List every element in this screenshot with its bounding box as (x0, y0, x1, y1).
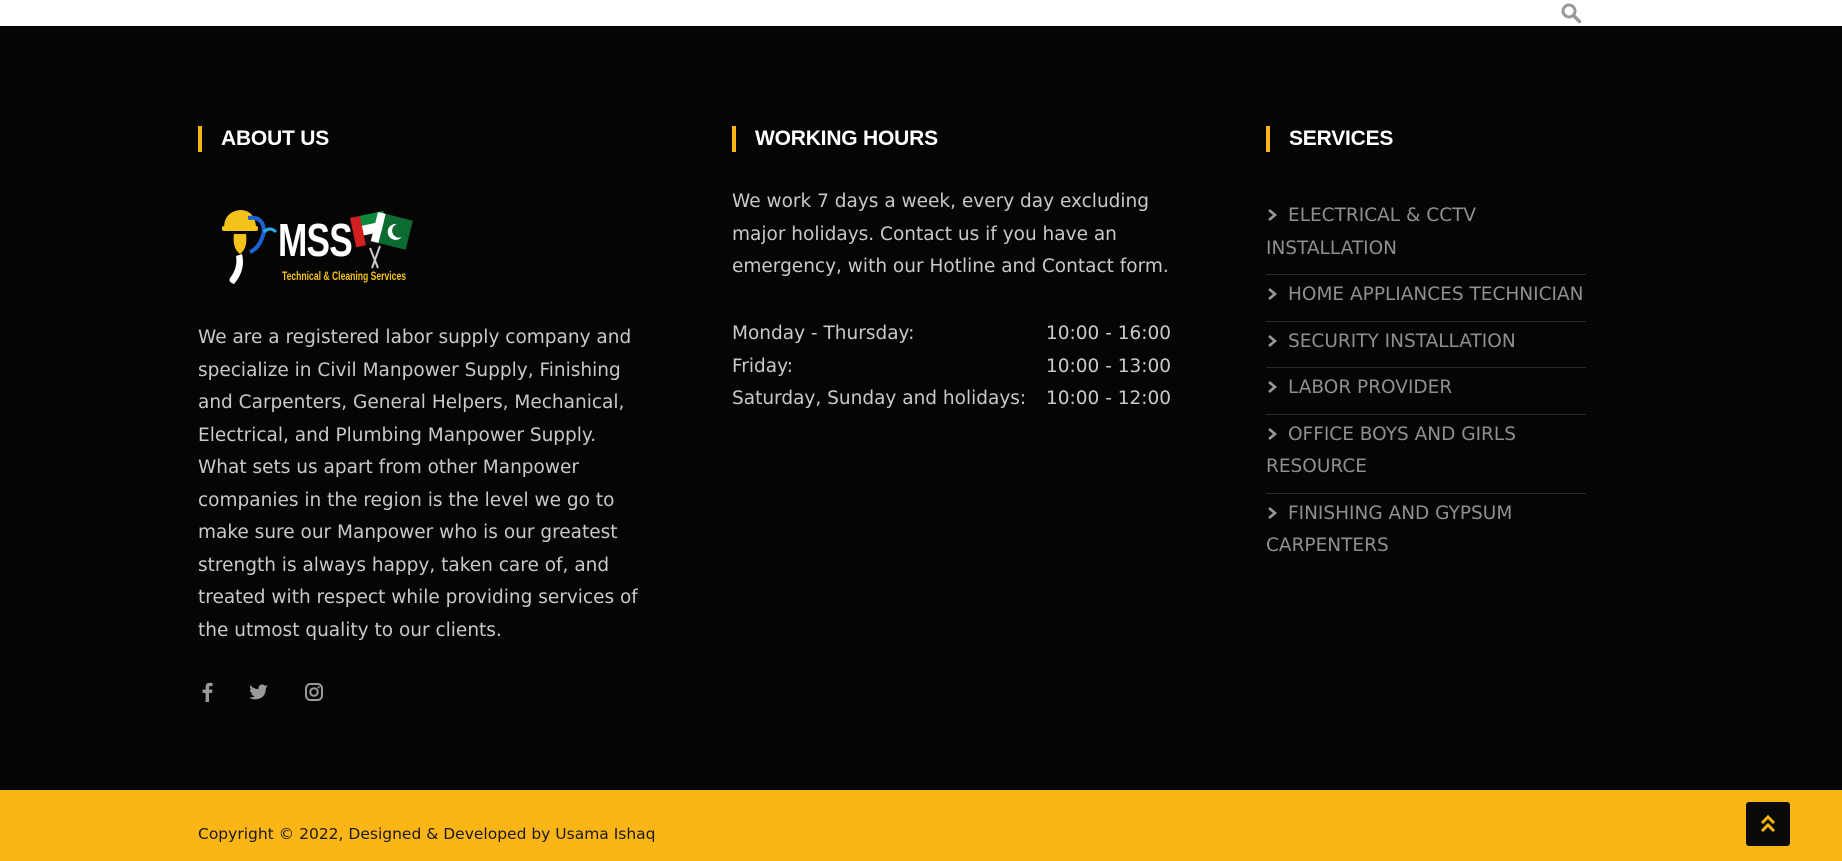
top-bar (0, 0, 1842, 26)
copyright-text: Copyright © 2022, Designed & Developed by Usama Ishaq (198, 825, 656, 843)
hours-time: 10:00 - 12:00 (1046, 388, 1172, 409)
hours-row (732, 383, 1172, 416)
instagram-link[interactable] (302, 680, 326, 704)
service-link-finishing-gypsum[interactable] (1266, 494, 1586, 572)
search-button[interactable] (1560, 2, 1584, 24)
service-link-home-appliances[interactable] (1266, 275, 1586, 322)
facebook-link[interactable] (196, 680, 220, 704)
service-link-security-installation[interactable] (1266, 322, 1586, 369)
hours-table (732, 318, 1172, 416)
hours-row (732, 318, 1172, 351)
service-label: OFFICE BOYS AND GIRLS RESOURCE (1266, 423, 1516, 477)
chevron-right-icon (1266, 287, 1278, 301)
search-icon (1560, 2, 1582, 24)
service-link-labor-provider[interactable] (1266, 368, 1586, 415)
hours-time: 10:00 - 16:00 (1046, 323, 1172, 344)
chevron-right-icon (1266, 334, 1278, 348)
instagram-icon (302, 680, 326, 704)
chevron-right-icon (1266, 380, 1278, 394)
hours-time: 10:00 - 13:00 (1046, 355, 1172, 377)
service-label: FINISHING AND GYPSUM CARPENTERS (1266, 502, 1513, 556)
chevron-right-icon (1266, 208, 1278, 222)
service-link-electrical-cctv[interactable] (1266, 196, 1586, 275)
hours-day: Monday - Thursday: (732, 323, 915, 344)
hours-title: WORKING HOURS (732, 126, 938, 152)
about-description: We are a registered labor supply company and specialize in Civil Manpower Supply, Finishing and Carpenters, General Helpers, Mechanical, Electrical, and Plumbing Manpower Supply. What sets us apart from other Manpower companies in the region is the level we go to make sure our Manpower who is our greatest strength is always happy, taken care of, and treated with respect while providing services of the utmost quality to our clients. (198, 327, 638, 641)
angle-double-up-icon (1759, 814, 1777, 834)
svg-text:MSS: MSS (278, 214, 352, 266)
service-label: ELECTRICAL & CCTV INSTALLATION (1266, 205, 1477, 259)
svg-text:Technical & Cleaning Services: Technical & Cleaning Services (282, 269, 407, 283)
service-label: SECURITY INSTALLATION (1288, 330, 1516, 352)
hours-row (732, 351, 1172, 384)
hours-day: Friday: (732, 355, 793, 377)
hours-description: We work 7 days a week, every day excluding major holidays. Contact us if you have an emergency, with our Hotline and Contact form. (732, 191, 1169, 277)
twitter-link[interactable] (246, 680, 270, 704)
footer-main (0, 26, 1842, 790)
scroll-to-top-button[interactable] (1746, 802, 1790, 846)
twitter-icon (246, 680, 270, 704)
services-list (1266, 196, 1586, 572)
services-title: SERVICES (1266, 126, 1393, 152)
about-title: ABOUT US (198, 126, 329, 152)
company-logo (220, 198, 415, 288)
service-link-office-boys-girls[interactable] (1266, 415, 1586, 494)
service-label: LABOR PROVIDER (1288, 377, 1453, 398)
footer-bottom-bar (0, 790, 1842, 861)
hours-day: Saturday, Sunday and holidays: (732, 388, 1027, 409)
service-label: HOME APPLIANCES TECHNICIAN (1288, 284, 1584, 305)
facebook-icon (196, 680, 220, 704)
chevron-right-icon (1266, 506, 1278, 520)
chevron-right-icon (1266, 427, 1278, 441)
